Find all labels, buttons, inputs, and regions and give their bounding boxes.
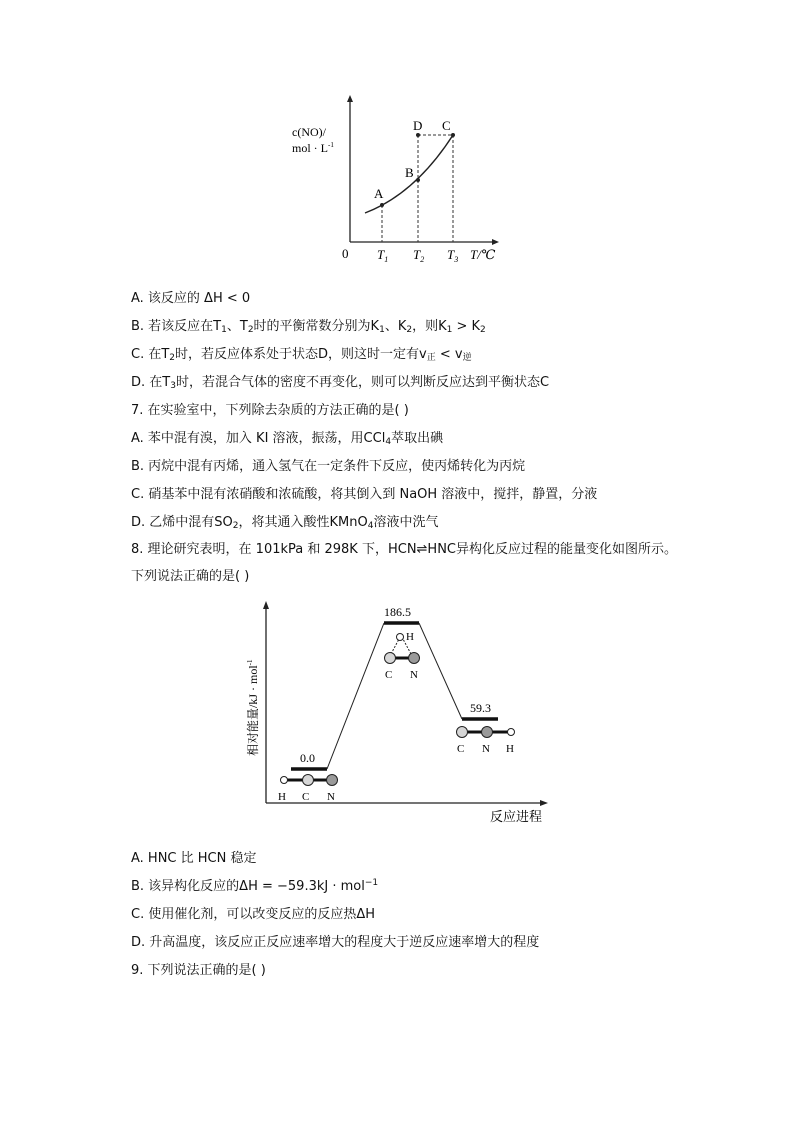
atom-c-product (457, 727, 468, 738)
x-axis-arrow (540, 800, 548, 806)
atom-n-reactant (327, 775, 338, 786)
point-D (416, 133, 420, 137)
path-rise (327, 623, 384, 769)
point-A (380, 203, 384, 207)
figure-concentration-temperature (290, 92, 510, 267)
label-B: B (405, 165, 414, 180)
atom-label-reactant-1: H (278, 791, 286, 803)
atom-h-ts (397, 634, 404, 641)
tick-T2: $T_2$ (413, 247, 425, 264)
q7-option-c: C. 硝基苯中混有浓硝酸和浓硫酸，将其倒入到 NaOH 溶液中，搅拌，静置，分液 (131, 487, 598, 502)
atom-h-product (508, 729, 515, 736)
q8-option-a: A. HNC 比 HCN 稳定 (131, 851, 257, 866)
atom-label-ts-c: C (385, 669, 393, 681)
x-axis-label: T/℃ (470, 247, 496, 262)
q8-stem-line1: 8. 理论研究表明，在 101kPa 和 298K 下，HCN⇌HNC异构化反应过程的能量变化如图所示。 (131, 542, 678, 557)
label-D: D (413, 118, 423, 133)
tick-T3: $T_3$ (447, 247, 459, 264)
q7-stem: 7. 在实验室中，下列除去杂质的方法正确的是( ) (131, 403, 409, 418)
atom-label-reactant-2: C (302, 791, 310, 803)
level-value-transition-state: 186.5 (384, 605, 411, 619)
atom-label-reactant-3: N (327, 791, 335, 803)
q7-option-d: D. 乙烯中混有$SO_2$，将其通入酸性KMnO$_4$溶液中洗气 (131, 515, 439, 531)
atom-n-product (482, 727, 493, 738)
atom-c-reactant (303, 775, 314, 786)
x-axis-label: 反应进程 (490, 809, 543, 824)
y-axis-label-line1: c(NO)/ (292, 125, 326, 139)
y-axis-label-line2: mol · $L^{-1}$ (292, 141, 334, 155)
atom-c-ts (385, 653, 396, 664)
bond-ts-ch (391, 639, 399, 654)
figure-energy-profile (238, 596, 558, 828)
atom-label-ts-h: H (406, 631, 414, 643)
q6-option-a: A. 该反应的 ΔH < 0 (131, 291, 251, 306)
q9-stem: 9. 下列说法正确的是( ) (131, 963, 266, 978)
q8-stem-line2: 下列说法正确的是( ) (131, 569, 250, 584)
path-fall (419, 623, 462, 719)
y-axis-arrow (347, 95, 353, 102)
label-A: A (374, 186, 384, 201)
origin-label: 0 (342, 246, 349, 261)
q7-option-b: B. 丙烷中混有丙烯，通入氢气在一定条件下反应，使丙烯转化为丙烷 (131, 459, 526, 474)
q6-option-d: D. 在$T_3$时，若混合气体的密度不再变化，则可以判断反应达到平衡状态C (131, 375, 550, 391)
label-C: C (442, 118, 451, 133)
q8-option-d: D. 升高温度，该反应正反应速率增大的程度大于逆反应速率增大的程度 (131, 935, 540, 950)
q7-option-a: A. 苯中混有溴，加入 KI 溶液，振荡，用CCl$_4$萃取出碘 (131, 431, 444, 447)
q6-option-c: C. 在$T_2$时，若反应体系处于状态D，则这时一定有$v_正 < v_逆$ (131, 347, 472, 363)
y-axis-label: 相对能量/kJ · mol$^{-1}$ (246, 659, 260, 756)
q8-option-b: B. 该异构化反应的ΔH = −59.3kJ · mol$^{-1}$ (131, 878, 379, 894)
y-axis-arrow (263, 601, 269, 609)
atom-label-product-1: C (457, 743, 465, 755)
atom-label-product-3: H (506, 743, 514, 755)
point-C (451, 133, 455, 137)
point-B (416, 178, 420, 182)
x-axis-arrow (492, 239, 499, 245)
level-value-product: 59.3 (470, 701, 491, 715)
atom-n-ts (409, 653, 420, 664)
atom-h-reactant (281, 777, 288, 784)
atom-label-ts-n: N (410, 669, 418, 681)
atom-label-product-2: N (482, 743, 490, 755)
q8-option-c: C. 使用催化剂，可以改变反应的反应热ΔH (131, 907, 376, 922)
tick-T1: $T_1$ (377, 247, 389, 264)
q6-option-b: B. 若该反应在$T_1$、$T_2$时的平衡常数分别为$K_1$、$K_2$，则$K_1 > K_2$ (131, 319, 486, 335)
level-value-reactant: 0.0 (300, 751, 315, 765)
